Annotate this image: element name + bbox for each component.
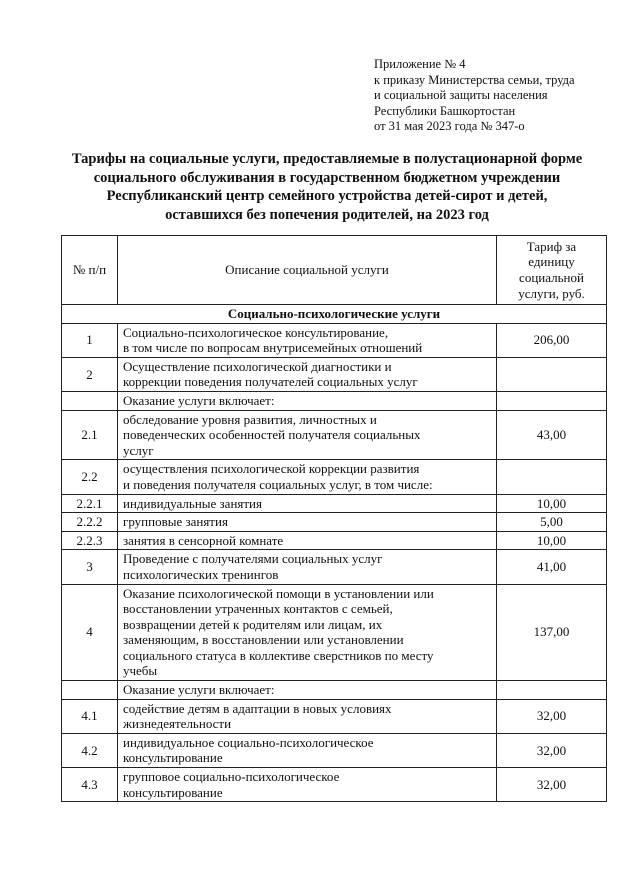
row-number: 3 (62, 550, 118, 584)
table-row (62, 681, 607, 700)
table-row (62, 699, 607, 733)
table-row (62, 410, 607, 460)
tariff-table (61, 235, 607, 802)
annex-line: от 31 мая 2023 года № 347-о (374, 119, 525, 133)
row-description: групповые занятия (118, 513, 497, 532)
table-row (62, 391, 607, 410)
row-description: Оказание психологической помощи в установлении или восстановлении утраченных контактов с семьей, возвращении детей к родителям или лицам, их заменяющим, в восстановлении или установлении социального статуса в коллективе сверстников по месту учебы (118, 584, 497, 681)
row-number: 2.1 (62, 410, 118, 460)
annex-line: Приложение № 4 (374, 57, 466, 71)
header-tariff: Тариф за единицу социальной услуги, руб. (497, 236, 607, 305)
annex-line: и социальной защиты населения (374, 88, 548, 102)
row-tariff: 206,00 (497, 323, 607, 357)
row-number: 4 (62, 584, 118, 681)
row-description: Осуществление психологической диагностики и коррекции поведения получателей социальных услуг (118, 357, 497, 391)
row-number: 4.3 (62, 768, 118, 802)
row-description: индивидуальное социально-психологическое консультирование (118, 733, 497, 767)
row-tariff: 10,00 (497, 494, 607, 513)
row-number: 2.2.1 (62, 494, 118, 513)
row-tariff: 137,00 (497, 584, 607, 681)
annex-line: к приказу Министерства семьи, труда (374, 72, 575, 87)
row-number: 1 (62, 323, 118, 357)
row-tariff (497, 391, 607, 410)
table-row (62, 357, 607, 391)
table-row (62, 513, 607, 532)
table-header-row (62, 236, 607, 305)
row-description: Оказание услуги включает: (118, 391, 497, 410)
title-line: Тарифы на социальные услуги, предоставляемые в полустационарной форме (71, 151, 583, 167)
title-line: оставшихся без попечения родителей, на 2023 год (165, 206, 489, 223)
row-tariff (497, 460, 607, 494)
row-number: 4.1 (62, 699, 118, 733)
row-description: содействие детям в адаптации в новых условиях жизнедеятельности (118, 699, 497, 733)
row-tariff: 32,00 (497, 699, 607, 733)
row-tariff (497, 357, 607, 391)
table-row (62, 733, 607, 767)
section-title: Социально-психологические услуги (62, 305, 607, 324)
title-line: социального обслуживания в государственном бюджетном учреждении (93, 169, 561, 186)
row-tariff: 5,00 (497, 513, 607, 532)
row-number: 2 (62, 357, 118, 391)
annex-line: Республики Башкортостан (374, 103, 516, 118)
row-description: Проведение с получателями социальных услуг психологических тренингов (118, 550, 497, 584)
row-description: Оказание услуги включает: (118, 681, 497, 700)
row-description: занятия в сенсорной комнате (118, 531, 497, 550)
row-tariff: 43,00 (497, 410, 607, 460)
row-tariff (497, 681, 607, 700)
row-number (62, 681, 118, 700)
table-row (62, 323, 607, 357)
row-tariff: 32,00 (497, 768, 607, 802)
table-row (62, 550, 607, 584)
row-number (62, 391, 118, 410)
row-description: осуществления психологической коррекции развития и поведения получателя социальных услуг, в том числе: (118, 460, 497, 494)
row-number: 2.2.3 (62, 531, 118, 550)
row-tariff: 41,00 (497, 550, 607, 584)
row-tariff: 10,00 (497, 531, 607, 550)
row-number: 4.2 (62, 733, 118, 767)
table-row (62, 460, 607, 494)
row-description: обследование уровня развития, личностных и поведенческих особенностей получателя социальных услуг (118, 410, 497, 460)
title-line: Республиканский центр семейного устройства детей-сирот и детей, (106, 188, 548, 204)
table-row (62, 584, 607, 681)
document-title (40, 150, 614, 224)
annex-block (374, 57, 575, 135)
row-description: индивидуальные занятия (118, 494, 497, 513)
table-row (62, 494, 607, 513)
table-body (62, 305, 607, 802)
row-description: групповое социально-психологическое консультирование (118, 768, 497, 802)
row-number: 2.2 (62, 460, 118, 494)
row-number: 2.2.2 (62, 513, 118, 532)
section-row (62, 305, 607, 324)
table-row (62, 531, 607, 550)
row-description: Социально-психологическое консультирование, в том числе по вопросам внутрисемейных отношений (118, 323, 497, 357)
table-row (62, 768, 607, 802)
header-num: № п/п (62, 236, 118, 305)
header-description: Описание социальной услуги (118, 236, 497, 305)
row-tariff: 32,00 (497, 733, 607, 767)
